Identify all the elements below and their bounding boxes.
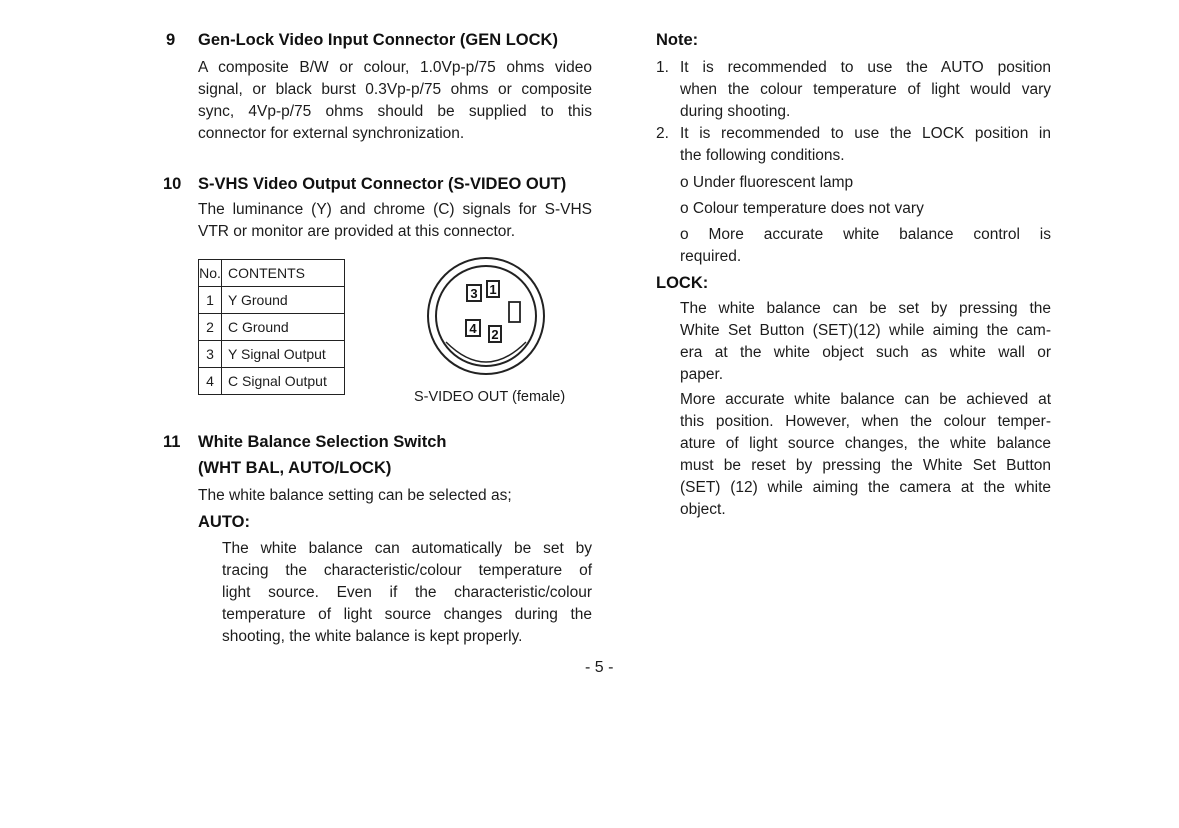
section-11-title-line1: White Balance Selection Switch (198, 433, 447, 451)
pin-table (198, 259, 345, 395)
section-10-body (198, 199, 592, 243)
lock-line: (SET) (12) while aiming the camera at the white (680, 479, 1051, 496)
lock-line: The white balance can be set by pressing the (680, 300, 1051, 317)
lock-line: White Set Button (SET)(12) while aiming the cam- (680, 322, 1051, 339)
note-1-line: during shooting. (680, 103, 791, 120)
auto-line: light source. Even if the characteristic/colour (222, 584, 592, 601)
table-row (199, 314, 345, 341)
table-cell-contents: C Signal Output (222, 368, 345, 395)
section-9-title: Gen-Lock Video Input Connector (GEN LOCK) (198, 31, 558, 49)
pin-3-label: 3 (470, 286, 478, 301)
note-2-number: 2. (656, 125, 669, 142)
section-9-body (198, 57, 592, 145)
auto-body (222, 538, 592, 648)
table-header-row (199, 260, 345, 287)
note-1-body (680, 57, 1051, 123)
note-2-line: the following conditions. (680, 147, 845, 164)
note-1-number: 1. (656, 59, 669, 76)
bullet-line: required. (680, 248, 742, 265)
section-9-line: A composite B/W or colour, 1.0Vp-p/75 ohms video (198, 59, 592, 76)
lock-label: LOCK: (656, 274, 709, 292)
pin-2 (489, 326, 501, 342)
auto-line: shooting, the white balance is kept properly. (222, 628, 523, 645)
lock-line: More accurate white balance can be achieved at (680, 391, 1051, 408)
section-11-title-line2: (WHT BAL, AUTO/LOCK) (198, 459, 392, 477)
note-label: Note: (656, 31, 699, 49)
pin-4 (466, 320, 480, 336)
pin-1 (487, 281, 499, 297)
section-11-intro: The white balance setting can be selected as; (198, 487, 512, 504)
table-cell-no: 3 (199, 341, 222, 368)
table-header-contents: CONTENTS (222, 260, 345, 287)
bullet-item: o Under fluorescent lamp (680, 174, 854, 191)
s-video-connector-diagram (424, 254, 548, 378)
pin-table-wrapper (198, 259, 345, 395)
table-row (199, 341, 345, 368)
bullet-item (680, 224, 1051, 268)
table-cell-no: 4 (199, 368, 222, 395)
table-row (199, 287, 345, 314)
section-9-line: signal, or black burst 0.3Vp-p/75 ohms or composite (198, 81, 592, 98)
table-cell-contents: C Ground (222, 314, 345, 341)
lock-paragraph-1 (680, 298, 1051, 386)
auto-line: temperature of light source changes during the (222, 606, 592, 623)
note-1-line: when the colour temperature of light would vary (680, 81, 1051, 98)
table-cell-no: 2 (199, 314, 222, 341)
auto-label: AUTO: (198, 513, 250, 531)
connector-key-slot (509, 302, 520, 322)
table-row (199, 368, 345, 395)
pin-2-label: 2 (491, 327, 499, 342)
lock-line: object. (680, 501, 726, 518)
connector-caption: S-VIDEO OUT (female) (414, 389, 566, 405)
auto-line: The white balance can automatically be set by (222, 540, 592, 557)
table-cell-no: 1 (199, 287, 222, 314)
section-9-line: sync, 4Vp-p/75 ohms should be supplied to this (198, 103, 592, 120)
connector-outer-ring (428, 258, 544, 374)
note-2-line: It is recommended to use the LOCK position in (680, 125, 1051, 142)
page-number: - 5 - (585, 659, 614, 676)
connector-shell-arc (446, 342, 526, 362)
section-9-number: 9 (166, 31, 176, 49)
bullet-line: o More accurate white balance control is (680, 226, 1051, 243)
table-cell-contents: Y Ground (222, 287, 345, 314)
lock-line: paper. (680, 366, 724, 383)
note-2 (656, 123, 1051, 167)
note-2-body (680, 123, 1051, 167)
section-10-line: The luminance (Y) and chrome (C) signals for S-VHS (198, 201, 592, 218)
table-header-no: No. (199, 260, 222, 287)
lock-paragraph-2 (680, 389, 1051, 521)
pin-3 (467, 285, 481, 301)
note-1 (656, 57, 1051, 123)
lock-line: must be reset by pressing the White Set Button (680, 457, 1051, 474)
section-10-number: 10 (163, 175, 182, 193)
bullet-item: o Colour temperature does not vary (680, 200, 924, 217)
pin-1-label: 1 (489, 282, 497, 297)
section-11-number: 11 (163, 433, 181, 451)
section-10-line: VTR or monitor are provided at this connector. (198, 223, 516, 240)
section-9-line: connector for external synchronization. (198, 125, 465, 142)
auto-line: tracing the characteristic/colour temperature of (222, 562, 592, 579)
table-cell-contents: Y Signal Output (222, 341, 345, 368)
lock-line: this position. However, when the colour temper- (680, 413, 1051, 430)
pin-4-label: 4 (469, 321, 477, 336)
note-1-line: It is recommended to use the AUTO position (680, 59, 1051, 76)
lock-line: era at the white object such as white wall or (680, 344, 1051, 361)
section-10-title: S-VHS Video Output Connector (S-VIDEO OUT) (198, 175, 567, 193)
lock-line: ature of light source changes, the white balance (680, 435, 1051, 452)
